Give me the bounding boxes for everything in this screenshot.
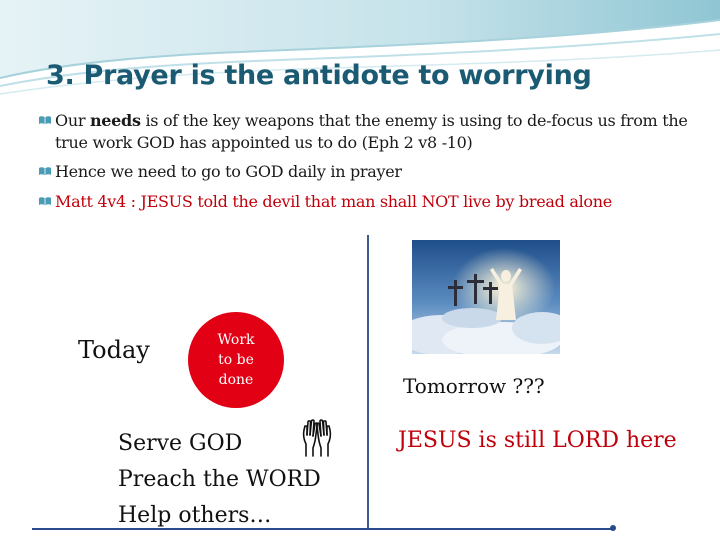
today-label: Today <box>78 336 150 364</box>
header-band <box>0 0 720 110</box>
serve-list <box>118 426 321 534</box>
bullet-matt-verse <box>38 191 708 213</box>
open-book-bullet-icon <box>38 164 52 178</box>
bullet-matt-verse-text: Matt 4v4 : JESUS told the devil that man shall NOT live by bread alone <box>55 192 612 211</box>
jesus-is-lord-label: JESUS is still LORD here <box>398 428 677 453</box>
bullet-needs-keyword: needs <box>89 111 141 130</box>
bullet-needs-text: is of the key weapons that the enemy is using to de-focus us from the true work GOD has appointed us to do (Eph 2 v8 -10) <box>55 111 688 152</box>
serve-line-3: Help others… <box>118 503 272 528</box>
work-to-be-done-badge <box>188 312 284 408</box>
tomorrow-label: Tomorrow ??? <box>403 374 545 398</box>
raised-hands-icon <box>298 418 336 458</box>
bullet-list <box>38 110 708 213</box>
bullet-needs-prefix: Our <box>55 111 90 130</box>
divider-end-dot <box>610 525 616 531</box>
crosses-in-clouds-image <box>412 240 560 354</box>
open-book-bullet-icon <box>38 194 52 208</box>
serve-line-2: Preach the WORD <box>118 467 321 492</box>
bullet-needs <box>38 110 708 154</box>
serve-line-1: Serve GOD <box>118 431 243 456</box>
bullet-pray-daily-text: Hence we need to go to GOD daily in prayer <box>55 162 402 181</box>
work-badge-label: Work to be done <box>217 332 255 388</box>
vertical-divider <box>367 235 369 530</box>
bullet-pray-daily <box>38 161 708 183</box>
slide-title: 3. Prayer is the antidote to worrying <box>46 60 592 91</box>
open-book-bullet-icon <box>38 113 52 127</box>
